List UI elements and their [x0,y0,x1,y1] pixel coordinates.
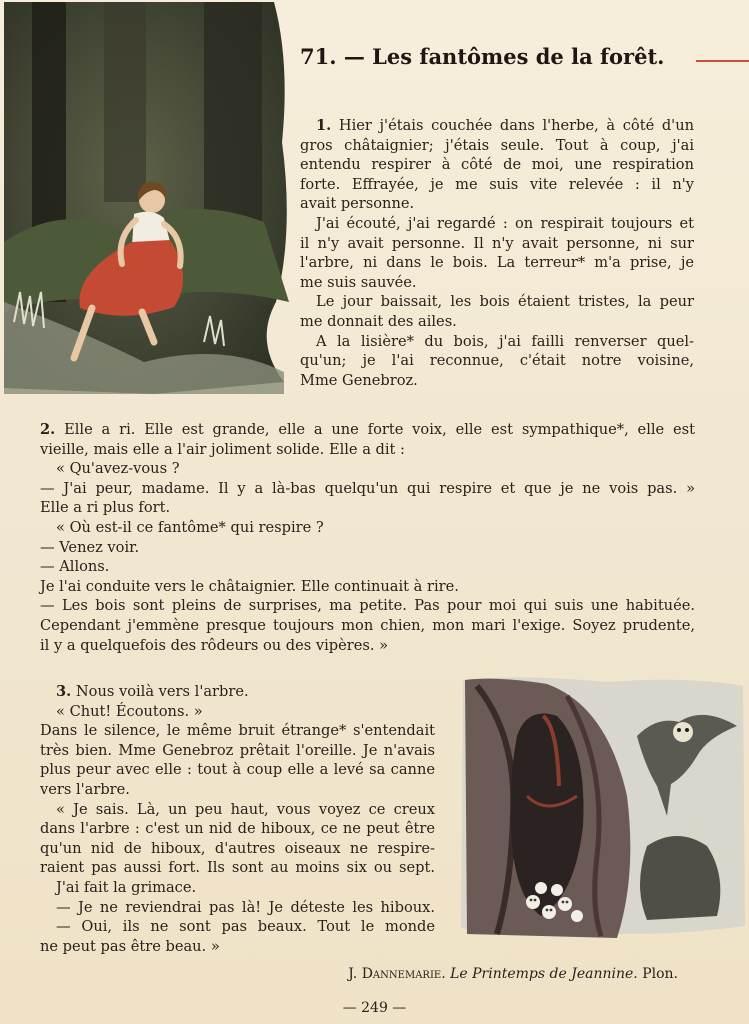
text-line: — Venez voir. [40,538,140,556]
text-line: — J'ai peur, madame. Il y a là-bas quelqu'un qui respire et que je ne vois pas. » [40,479,695,497]
book-title: Le Printemps de Jeannine. [450,966,638,982]
text-line: A la lisière* du bois, j'ai failli renverser quel- [316,332,694,350]
text-line: forte. Effrayée, je me suis vite relevée : il n'y [300,175,694,193]
author-name: J. Dannemarie. [348,966,446,982]
text-line: Cependant j'emmène presque toujours mon chien, mon mari l'exige. Soyez prudente, [40,616,695,634]
text-line: — Les bois sont pleins de surprises, ma petite. Pas pour moi qui suis une habituée. [40,597,695,615]
text-line: 1. Hier j'étais couchée dans l'herbe, à côté d'un [316,117,694,134]
source-citation [300,966,678,982]
section-2 [40,420,695,655]
section-1 [300,116,694,390]
section-number: 3. [56,683,72,700]
text-line: 2. Elle a ri. Elle est grande, elle a une forte voix, elle est sympathique*, elle est [40,421,695,438]
text-line: Le jour baissait, les bois étaient tristes, la peur [316,293,694,311]
section-number: 1. [316,117,332,134]
text-line: — Je ne reviendrai pas là! Je déteste les hiboux. [56,898,435,916]
text-line: ne peut pas être beau. » [40,937,220,955]
text-line: l'arbre, ni dans le bois. La terreur* m'a prise, je [300,254,694,272]
section-3 [40,682,435,956]
text-line: entendu respirer à côté de moi, une respiration [300,156,694,174]
text-line: « Qu'avez-vous ? [56,460,180,478]
text-line: qu'un; je l'ai reconnue, c'était notre voisine, [300,352,694,370]
text-line: me suis sauvée. [300,273,417,291]
girl-in-forest-illustration [4,2,294,394]
text-line: — Allons. [40,558,110,576]
text-line: — Oui, ils ne sont pas beaux. Tout le monde [56,918,435,936]
owl-nest-tree-illustration [457,676,747,940]
text-line: Mme Genebroz. [300,371,418,389]
text-line: J'ai fait la grimace. [56,878,197,896]
text-line: « Chut! Écoutons. » [56,702,203,720]
text-line: Elle a ri plus fort. [40,499,171,517]
text-line: me donnait des ailes. [300,312,457,330]
page-title: 71. — Les fantômes de la forêt. [300,44,665,69]
text-line: très bien. Mme Genebroz prêtait l'oreille. Je n'avais [40,741,435,759]
text-line: raient pas aussi fort. Ils sont au moins six ou sept. [40,859,435,877]
title-row [300,44,749,80]
text-line: qu'un nid de hiboux, d'autres oiseaux ne respire- [40,839,435,857]
text-line: J'ai écouté, j'ai regardé : on respirait toujours et [316,214,694,232]
text-line: 3. Nous voilà vers l'arbre. [56,683,249,700]
text-line: gros châtaignier; j'étais seule. Tout à coup, j'ai [300,136,694,154]
text-line: vers l'arbre. [40,780,130,798]
text-line: avait personne. [300,195,415,213]
text-line: « Où est-il ce fantôme* qui respire ? [56,518,324,536]
text-line: plus peur avec elle : tout à coup elle a levé sa canne [40,761,435,779]
text-line: dans l'arbre : c'est un nid de hiboux, ce ne peut être [40,820,435,838]
section-number: 2. [40,421,56,438]
page-number: — 249 — [342,1000,407,1016]
title-rule [696,60,749,62]
text-line: Je l'ai conduite vers le châtaignier. Elle continuait à rire. [40,577,459,595]
publisher: Plon. [642,966,678,982]
text-line: « Je sais. Là, un peu haut, vous voyez ce creux [56,800,435,818]
text-line: il n'y avait personne. Il n'y avait personne, ni sur [300,234,694,252]
text-line: il y a quelquefois des rôdeurs ou des vipères. » [40,636,389,654]
text-line: Dans le silence, le même bruit étrange* s'entendait [40,722,435,740]
text-line: vieille, mais elle a l'air joliment solide. Elle a dit : [40,440,405,458]
